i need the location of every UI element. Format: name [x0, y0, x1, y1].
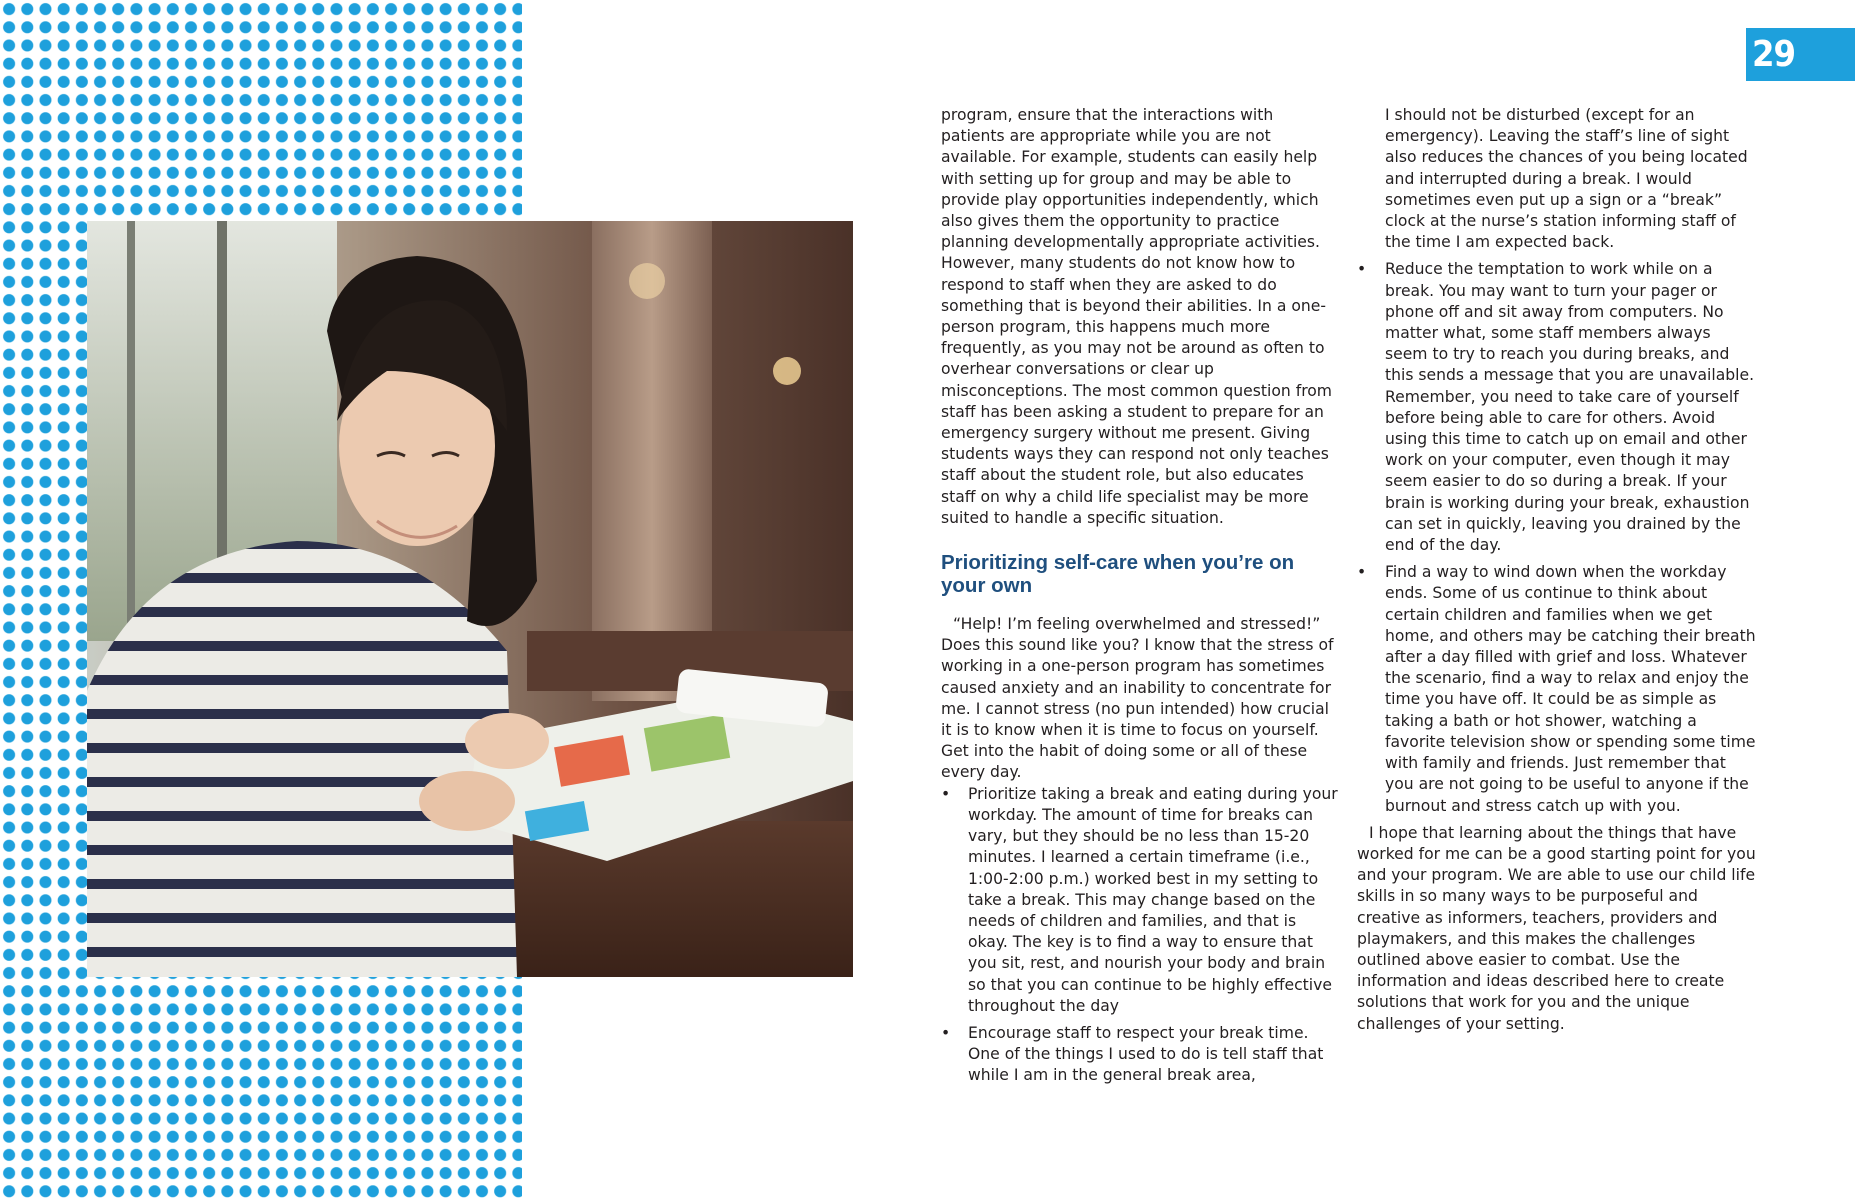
page-number-badge: 29 [1746, 28, 1855, 81]
text-column-left [941, 105, 1339, 1093]
self-care-list [941, 784, 1339, 1087]
list-item: • Find a way to wind down when the workday ends. Some of us continue to think about certain children and families when we get home, and others may be catching their breath after a day filled with grief and loss. Whatever the scenario, find a way to relax and enjoy the time you have off. It could be as simple as taking a bath or hot shower, watching a favorite television show or spending some time with family and friends. Just remember that you are not going to be useful to anyone if the burnout and stress catch up with you. [1357, 563, 1756, 815]
list-item: • Encourage staff to respect your break time. One of the things I used to do is tell staff that while I am in the general break area, [941, 1023, 1324, 1085]
bullet-icon: • [941, 1023, 951, 1042]
list-item-continuation: I should not be disturbed (except for an emergency). Leaving the staff’s line of sight also reduces the chances of you being located and interrupted during a break. I would sometimes even put up a sign or a “break” clock at the nurse’s station informing staff of the time I am expected back. [1385, 106, 1748, 252]
bullet-icon: • [1357, 260, 1367, 279]
list-item: • Reduce the temptation to work while on a break. You may want to turn your pager or phone off and sit away from computers. No matter what, some staff members always seem to try to reach you during breaks, and this sends a message that you are unavailable. Remember, you need to take care of yourself before being able to care for others. Avoid using this time to catch up on email and other work on your computer, even though it may seem easier to do so during a break. If your brain is working during your break, exhaustion can set in quickly, leaving you drained by the end of the day. [1357, 260, 1755, 555]
closing-paragraph: I hope that learning about the things that have worked for me can be a good starting point for you and your program. We are able to use our child life skills in so many ways to be purposeful and creative as informers, teachers, providers and playmakers, and this makes the challenges outlined above easier to combat. Use the information and ideas described here to create solutions that work for you and the unique challenges of your setting. [1357, 823, 1756, 1033]
intro-paragraph: program, ensure that the interactions with patients are appropriate while you are not available. For example, students can easily help with setting up for group and may be able to provide play opportunities independently, which also gives them the opportunity to practice planning developmentally appropriate activities. However, many students do not know how to respond to staff when they are asked to do something that is beyond their abilities. In a one-person program, this happens much more frequently, as you may not be around as often to overhear conversations or clear up misconceptions. The most common question from staff has been asking a student to prepare for an emergency surgery without me present. Giving students ways they can respond not only teaches staff about the student role, but also educates staff on why a child life specialist may be more suited to handle a specific situation. [941, 106, 1332, 527]
section-heading: Prioritizing self-care when you’re on your own [941, 551, 1295, 598]
bullet-icon: • [1357, 563, 1367, 582]
text-column-right [1357, 105, 1757, 1035]
list-item: • Prioritize taking a break and eating during your workday. The amount of time for breaks can vary, but they should be no less than 15-20 minutes. I learned a certain timeframe (i.e., 1:00-2:00 p.m.) worked best in my setting to take a break. This may change based on the needs of children and families, and that is okay. The key is to find a way to ensure that you sit, rest, and nourish your body and brain so that you can continue to be highly effective throughout the day [941, 784, 1338, 1015]
woman-reading-magazine-photo [87, 221, 853, 977]
self-care-paragraph: “Help! I’m feeling overwhelmed and stressed!” Does this sound like you? I know that the stress of working in a one-person program has sometimes caused anxiety and an inability to concentrate for me. I cannot stress (no pun intended) how crucial it is to know when it is time to focus on yourself. Get into the habit of doing some or all of these every day. [941, 615, 1334, 782]
self-care-list-continued [1357, 259, 1757, 816]
bullet-icon: • [941, 784, 951, 803]
